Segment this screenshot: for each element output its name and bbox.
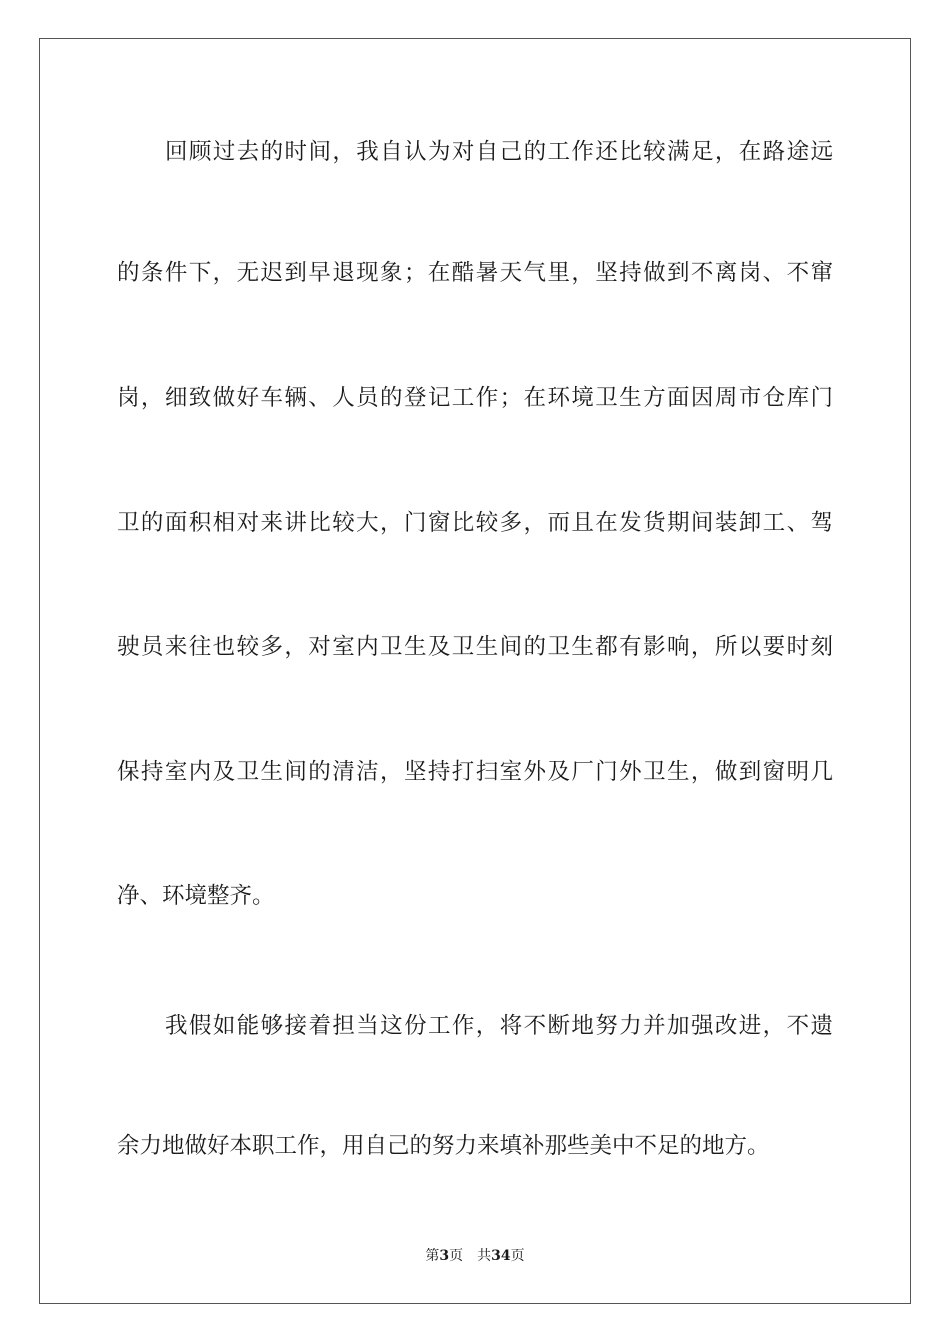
text-line: 余力地做好本职工作，用自己的努力来填补那些美中不足的地方。 (117, 1133, 770, 1159)
text-line: 我假如能够接着担当这份工作，将不断地努力并加强改进，不遗 (165, 1013, 833, 1039)
page-prefix: 第 (425, 1248, 440, 1264)
text-line: 净、环境整齐。 (117, 883, 275, 909)
page-number: 3 (439, 1248, 450, 1264)
page-border (39, 38, 911, 1304)
total-suffix: 页 (510, 1248, 525, 1264)
total-prefix: 共 (477, 1248, 492, 1264)
text-line: 驶员来往也较多，对室内卫生及卫生间的卫生都有影响，所以要时刻 (117, 634, 833, 660)
page-footer (0, 1247, 950, 1265)
text-line: 岗，细致做好车辆、人员的登记工作；在环境卫生方面因周市仓库门 (117, 385, 833, 411)
text-line: 回顾过去的时间，我自认为对自己的工作还比较满足，在路途远 (165, 139, 833, 165)
text-line: 保持室内及卫生间的清洁，坚持打扫室外及厂门外卫生，做到窗明几 (117, 759, 833, 785)
text-line: 卫的面积相对来讲比较大，门窗比较多，而且在发货期间装卸工、驾 (117, 510, 833, 536)
total-pages: 34 (491, 1248, 511, 1264)
text-line: 的条件下，无迟到早退现象；在酷暑天气里，坚持做到不离岗、不窜 (117, 260, 833, 286)
page-suffix: 页 (449, 1248, 464, 1264)
